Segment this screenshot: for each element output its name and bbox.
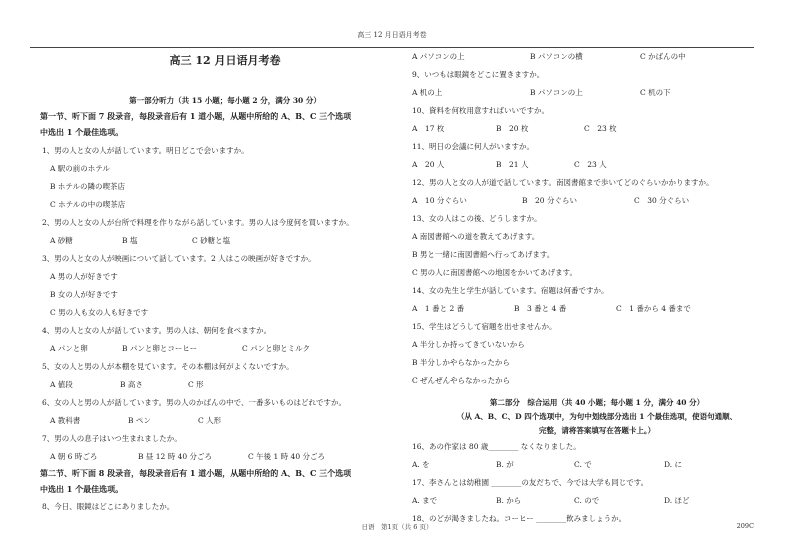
question-4-option-c: C パンと卵とミルク [242,344,310,353]
question-1-option-c: C ホテルの中の喫茶店 [50,200,126,209]
question-11-option-c: C 23 人 [574,160,607,169]
question-3-option-b: B 女の人が好きです [50,290,118,299]
question-2-option-b: B 塩 [122,236,138,245]
question-16: 16、あの作家は 80 歳________ なくなりました。 [412,442,581,451]
question-17: 17、李さんとは幼稚園 ________の友だちで、今では大学も同じです。 [412,478,649,487]
question-8-option-a: A パソコンの上 [412,52,465,61]
exam-title: 高三 12 月日语月考卷 [169,54,281,67]
question-11-option-b: B 21 人 [496,160,529,169]
question-4-option-b: B パンと卵とコーヒー [122,344,198,353]
question-8-option-c: C かばんの中 [640,52,686,61]
question-17-option-b: B. から [496,496,522,505]
header-title: 高三 12 月日语月考卷 [357,31,427,39]
question-9-option-a: A 机の上 [412,88,443,97]
question-16-option-c: C. で [574,460,592,469]
question-13-option-c: C 男の人に南図書館への地図をかいてあげます。 [412,268,578,277]
question-4: 4、男の人と女の人が話しています。男の人は、朝何を食べますか。 [42,326,272,335]
question-18: 18、のどが渇きましたね。コーヒー ________飲みましょうか。 [412,514,627,523]
question-14-option-a: A 1 番と 2 番 [412,304,465,313]
part2-instruction-2: 完整，请将答案填写在答题卡上。） [538,426,656,435]
question-10-option-b: B 20 枚 [496,124,529,133]
question-6: 6、女の人と男の人が話しています。男の人のかばんの中で、一番多いものはどれですか。 [42,398,347,407]
question-5-option-c: C 形 [188,380,204,389]
question-9-option-b: B パソコンの上 [530,88,583,97]
question-1-option-b: B ホテルの隣の喫茶店 [50,182,126,191]
question-16-option-a: A. を [412,460,430,469]
question-3: 3、男の人と女の人が映画について話しています。2 人はこの映画が好きですか。 [42,254,316,263]
question-1: 1、男の人と女の人が話しています。明日どこで会いますか。 [42,146,249,155]
paper-code: 209C [736,522,754,530]
question-17-option-c: C. ので [574,496,600,505]
question-9-option-c: C 机の下 [640,88,671,97]
question-12-option-a: A 10 分ぐらい [412,196,467,205]
question-1-option-a: A 駅の前のホテル [50,164,110,173]
question-3-option-c: C 男の人も女の人も好きです [50,308,149,317]
question-6-option-a: A 教科書 [50,416,81,425]
question-2-option-a: A 砂糖 [50,236,73,245]
question-7: 7、男の人の息子はいつ生まれましたか。 [42,434,182,443]
question-14-option-c: C 1 番から 4 番まで [616,304,691,313]
question-11: 11、明日の会議に何人がいますか。 [412,142,535,151]
right-column [412,48,782,523]
question-5: 5、女の人と男の人が本棚を見ています。その本棚は何がよくないですか。 [42,362,294,371]
question-2: 2、男の人と女の人が台所で料理を作りながら話しています。男の人は今度何を買いますか。 [42,218,354,227]
question-14-option-b: B 3 番と 4 番 [514,304,567,313]
question-5-option-b: B 高さ [120,380,143,389]
section2-instruction-2: 中选出 1 个最佳选项。 [40,484,124,494]
left-column [40,48,410,518]
question-17-option-a: A. まで [412,496,438,505]
question-11-option-a: A 20 人 [412,160,445,169]
page-header [30,0,754,48]
question-2-option-c: C 砂糖と塩 [192,236,231,245]
question-5-option-a: A 値段 [50,380,73,389]
question-14: 14、女の先生と学生が話しています。宿題は何番ですか。 [412,286,609,295]
question-7-option-c: C 午後 1 時 40 分ごろ [248,452,325,461]
question-7-option-a: A 朝 6 時ごろ [50,452,98,461]
question-15-option-a: A 半分しか持ってきていないから [412,340,525,349]
part2-heading: 第二部分 综合运用（共 40 小题；每小题 1 分，满分 40 分） [489,398,705,407]
question-12: 12、男の人と女の人が道で話しています。南図書館まで歩いてどのぐらいかかりますか。 [412,178,714,187]
question-8: 8、今日、眼鏡はどこにありましたか。 [42,502,175,511]
question-4-option-a: A パンと卵 [50,344,88,353]
part2-instruction-1: （从 A、B、C、D 四个选项中，为句中划线部分选出 1 个最佳选项，使语句通顺、 [456,412,738,421]
question-15-option-c: C ぜんぜんやらなかったから [412,376,511,385]
section1-instruction-2: 中选出 1 个最佳选项。 [40,127,124,137]
question-15: 15、学生はどうして宿題を出せませんか。 [412,322,557,331]
page-number: 日语 第1页（共 6 页） [361,523,433,531]
question-13-option-a: A 南図書館への道を教えてあげます。 [412,232,540,241]
question-12-option-c: C 30 分ぐらい [634,196,690,205]
section1-instruction-1: 第一节、听下面 7 段录音，每段录音后有 1 道小题，从题中所给的 A、B、C 三个选项 [40,111,352,121]
question-15-option-b: B 半分しかやらなかったから [412,358,510,367]
part1-heading: 第一部分听力（共 15 小题；每小题 2 分，满分 30 分） [129,96,321,105]
section2-instruction-1: 第二节、听下面 8 段录音，每段录音后有 1 道小题，从题中所给的 A、B、C 三个选项 [40,468,352,478]
question-6-option-c: C 人形 [198,416,222,425]
question-10-option-c: C 23 枚 [584,124,617,133]
question-3-option-a: A 男の人が好きです [50,272,118,281]
question-10: 10、資料を何枚用意すればいいですか。 [412,106,550,115]
question-16-option-b: B. が [496,460,514,469]
question-10-option-a: A 17 枚 [412,124,445,133]
question-13-option-b: B 男と一緒に南図書館へ行ってあげます。 [412,250,555,259]
question-8-option-b: B パソコンの横 [530,52,583,61]
question-13: 13、女の人はこの後、どうしますか。 [412,214,542,223]
question-6-option-b: B ペン [128,416,151,425]
question-9: 9、いつもは眼鏡をどこに置きますか。 [412,70,545,79]
question-17-option-d: D. ほど [664,496,690,505]
question-16-option-d: D. に [664,460,683,469]
question-7-option-b: B 昼 12 時 40 分ごろ [138,452,213,461]
question-12-option-b: B 20 分ぐらい [522,196,577,205]
